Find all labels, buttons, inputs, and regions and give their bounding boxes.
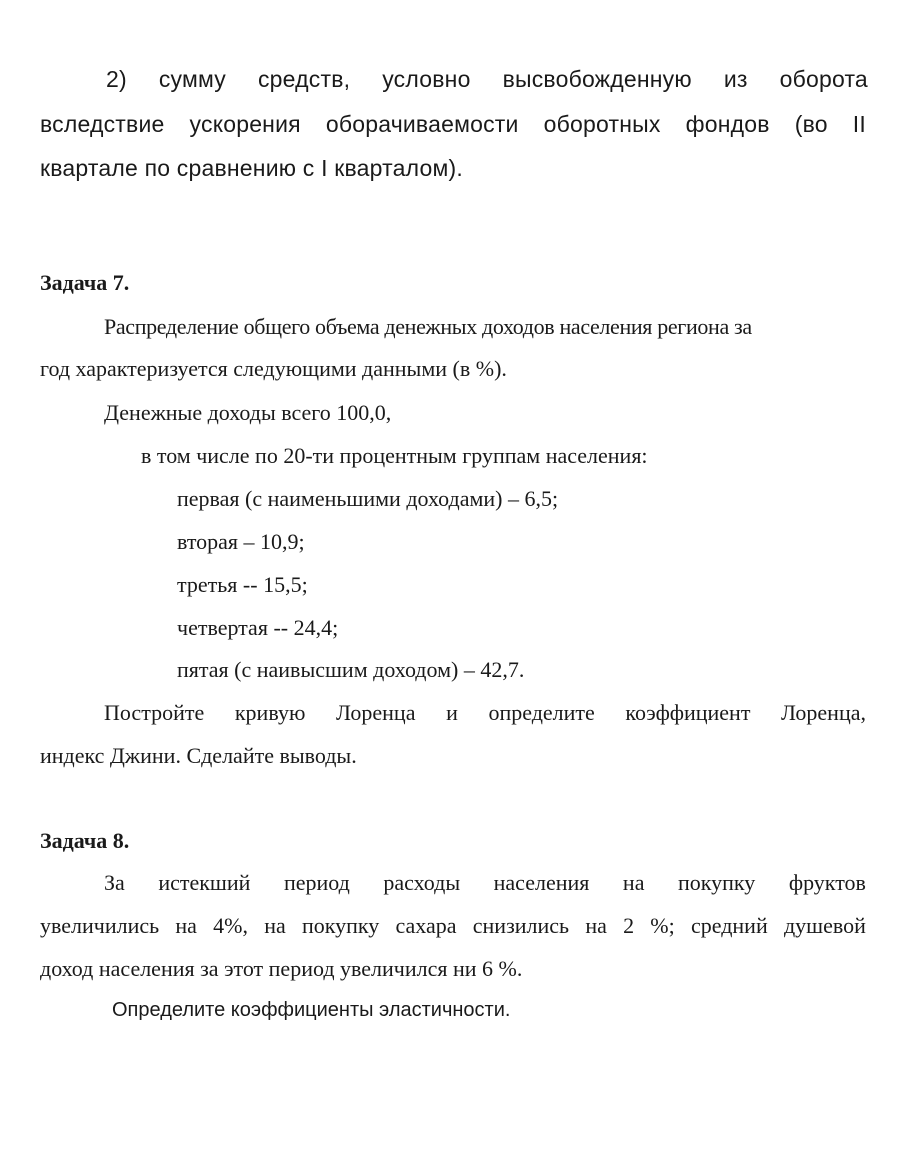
- word: %;: [650, 913, 675, 938]
- word: на: [175, 913, 197, 938]
- word: фруктов: [788, 870, 866, 895]
- task-8-line-3: доход населения за этот период увеличился ни 6 %.: [40, 956, 523, 981]
- task-7-groups-intro: в том числе по 20-ти процентным группам населения:: [141, 443, 648, 468]
- word: сумму: [158, 66, 226, 92]
- word: сахара: [395, 913, 457, 938]
- task-7-group-3: третья -- 15,5;: [177, 572, 308, 597]
- word: увеличились: [40, 913, 160, 938]
- word: период: [283, 870, 350, 895]
- word: определите: [488, 700, 595, 725]
- word: на: [585, 913, 607, 938]
- word: кривую: [234, 700, 306, 725]
- task-8-line-2: [40, 913, 866, 939]
- word: 2: [623, 913, 635, 938]
- task-7-question-line-2: индекс Джини. Сделайте выводы.: [40, 743, 357, 768]
- word: средний: [690, 913, 768, 938]
- word: расходы: [383, 870, 461, 895]
- prev-section-line-3: квартале по сравнению с I кварталом).: [40, 155, 463, 181]
- word: условно: [382, 66, 471, 92]
- word: II: [852, 111, 866, 137]
- word: Лоренца,: [781, 700, 866, 725]
- task-8-heading: Задача 8.: [40, 828, 130, 853]
- word: 4%,: [213, 913, 248, 938]
- task-7-group-1: первая (с наименьшими доходами) – 6,5;: [177, 486, 559, 511]
- task-7-group-2: вторая – 10,9;: [177, 529, 305, 554]
- word: на: [264, 913, 286, 938]
- word: населения: [493, 870, 590, 895]
- word: 2): [106, 66, 127, 92]
- word: Постройте: [104, 700, 205, 725]
- task-7-heading: Задача 7.: [40, 270, 130, 295]
- task-7-question-line-1: [104, 700, 866, 726]
- word: фондов: [685, 111, 770, 137]
- word: За: [104, 870, 125, 895]
- word: и: [446, 700, 458, 725]
- word: средств,: [257, 66, 351, 92]
- task-7-group-4: четвертая -- 24,4;: [177, 615, 339, 640]
- task-7-paragraph-line-2: год характеризуется следующими данными (в %).: [40, 356, 507, 381]
- word: высвобожденную: [502, 66, 692, 92]
- word: оборота: [779, 66, 868, 92]
- word: оборачиваемости: [325, 111, 519, 137]
- word: Лоренца: [336, 700, 416, 725]
- word: душевой: [783, 913, 866, 938]
- prev-section-line-1: [106, 66, 868, 93]
- word: покупку: [678, 870, 756, 895]
- word: истекший: [158, 870, 251, 895]
- task-7-paragraph-line-1: Распределение общего объема денежных доходов населения региона за: [104, 314, 752, 339]
- task-7-total-income: Денежные доходы всего 100,0,: [104, 400, 392, 425]
- prev-section-line-2: [40, 111, 866, 138]
- word: ускорения: [189, 111, 301, 137]
- word: коэффициент: [625, 700, 751, 725]
- word: оборотных: [543, 111, 661, 137]
- word: на: [622, 870, 645, 895]
- word: снизились: [472, 913, 570, 938]
- task-7-group-5: пятая (с наивысшим доходом) – 42,7.: [177, 657, 525, 682]
- word: покупку: [301, 913, 380, 938]
- word: вследствие: [40, 111, 165, 137]
- word: из: [723, 66, 748, 92]
- word: (во: [794, 111, 828, 137]
- task-8-line-1: [104, 870, 866, 896]
- task-8-question: Определите коэффициенты эластичности.: [112, 999, 511, 1021]
